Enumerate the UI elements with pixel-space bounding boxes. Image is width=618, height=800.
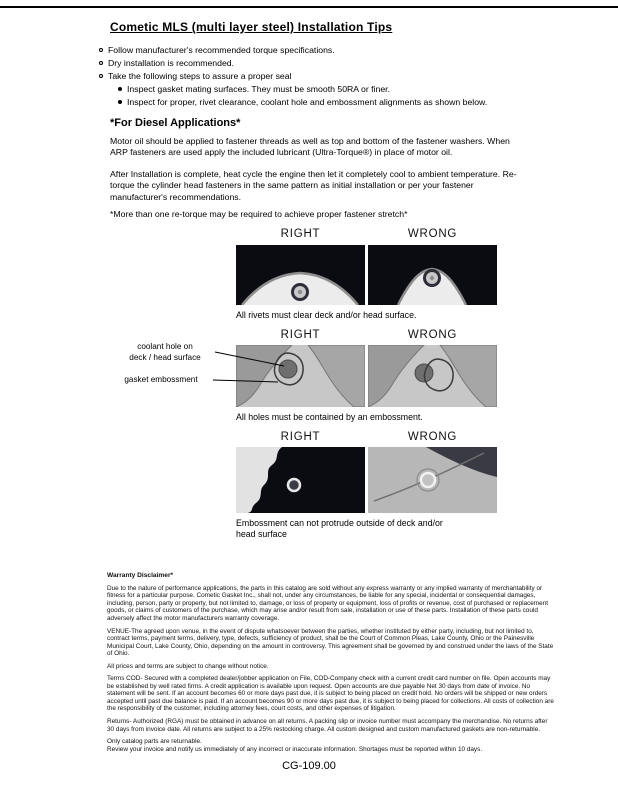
diesel-paragraph-2: After Installation is complete, heat cycle the engine then let it completely cool to ambient temperature. Re-torque the cylinder head fasteners in the same pattern as initial installation or per your fastener manufacturer's recommendations.: [110, 169, 517, 202]
right-header: RIGHT: [280, 228, 321, 240]
tip-text: Follow manufacturer's recommended torque specifications.: [108, 45, 335, 55]
tip-text: Inspect for proper, rivet clearance, coolant hole and embossment alignments as shown below.: [127, 96, 488, 107]
right-header: RIGHT: [280, 329, 321, 341]
warranty-paragraph: Returns- Authorized (RGA) must be obtained in advance on all returns. A packing slip or invoice number must accompany the merchandise. No returns after 30 days from invoice date. All returns are subject to a 25% restocking charge. All custom designed and custom manufactured gaskets are non-returnable.: [107, 717, 548, 733]
wrong-header: WRONG: [407, 228, 458, 240]
holes-caption: All holes must be contained by an embossment.: [236, 412, 423, 422]
tip-text: Dry installation is recommended.: [108, 57, 235, 68]
wrong-header: WRONG: [407, 329, 458, 341]
coolant-hole-circle: [279, 360, 297, 378]
list-item: [99, 45, 519, 55]
protrude-caption: Embossment can not protrude outside of deck and/or head surface: [236, 518, 443, 539]
bullet-icon: [118, 87, 122, 91]
embossment-circle: [288, 479, 300, 491]
diagram-section: [0, 226, 618, 548]
warranty-paragraph: All prices and terms are subject to change without notice.: [107, 662, 269, 670]
deck-edge-wrong-diagram: [368, 447, 497, 513]
diesel-applications-heading: *For Diesel Applications*: [110, 117, 241, 129]
list-item-sub: [118, 97, 519, 107]
embossment-right-diagram: [236, 345, 365, 407]
embossment-circle: [421, 473, 435, 487]
warranty-paragraph: Review your invoice and notify us immediately of any incorrect or inaccurate information. Shortages must be reported within 10 days.: [107, 745, 483, 753]
warranty-paragraph: Only catalog parts are returnable.: [107, 738, 202, 746]
warranty-paragraph: VENUE-The agreed upon venue, in the event of dispute whatsoever between the parties, whether instituted by either party, including, but not limited to, contract terms, payment terms, delivery, type, defects, sufficiency of product, shall be the Court of Common Pleas, Lake County, Ohio or the Painesville Municipal Court, Lake County, Ohio, depending on the amount in controversy. This agreement shall be governed by and construed under the laws of the State of Ohio.: [107, 627, 554, 658]
diesel-paragraph-1: Motor oil should be applied to fastener threads as well as top and bottom of the fastener washers. When ARP fasteners are used apply the included lubricant (Ultra-Torque®) in place of motor oil.: [110, 136, 510, 158]
wrong-header: WRONG: [407, 431, 458, 443]
warranty-paragraph: Due to the nature of performance applications, the parts in this catalog are sold without any express warranty or any implied warranty of merchantability or fitness for a particular purpose. Cometic Gasket Inc., shall not, under any circumstances, be liable for any special, incidental or consequential damages, including, person, party or property, but not limited to, damage, or loss of property or equipment, loss of profits or revenue, cost of purchased or replacement goods, or claims of customers of the purchase, which may arise and/or result from sale, installation or use of these parts. Installation of these parts could adversely affect the motor manufacturers warranty coverage.: [107, 584, 549, 622]
page-title: Cometic MLS (multi layer steel) Installation Tips: [110, 20, 393, 34]
warranty-heading: Warranty Disclaimer*: [107, 572, 174, 579]
rivet-caption: All rivets must clear deck and/or head surface.: [236, 310, 417, 320]
retorque-note: *More than one re-torque may be required to achieve proper fastener stretch*: [110, 209, 408, 219]
deck-edge-right-diagram: [236, 447, 365, 513]
open-bullet-icon: [99, 61, 103, 65]
list-item: [99, 58, 519, 68]
rivet-wrong-diagram: [368, 245, 497, 305]
coolant-hole-label: [116, 342, 214, 363]
embossment-wrong-diagram: [368, 345, 497, 407]
page-number: CG-109.00: [282, 760, 336, 772]
tip-text: Take the following steps to assure a proper seal: [108, 70, 292, 81]
rivet-right-diagram: [236, 245, 365, 305]
coolant-label-line2: deck / head surface: [129, 352, 201, 362]
coolant-label-line1: coolant hole on: [137, 342, 193, 351]
installation-tips-list: [99, 45, 519, 110]
open-bullet-icon: [99, 48, 103, 52]
warranty-disclaimer: [107, 572, 554, 753]
warranty-paragraph: Terms COD- Secured with a completed dealer/jobber application on File, COD-Company check with a current credit card number on file. Open accounts may be established by well rated firms. A credit application is available upon request. Open accounts are due payable Net 30 days from date of invoice. No statement will be sent. If an account becomes 60 or more days past due, it is subject to being placed on credit hold. No orders will be shipped or new orders accepted until past due balance is paid. If an account becomes 90 or more days past due, it is subject to being placed for collections. All costs of collection are the responsibility of the customer, including attorney fees, court costs, and other expenses of litigation.: [107, 675, 554, 713]
bullet-icon: [118, 100, 122, 104]
tip-text: Inspect gasket mating surfaces. They must be smooth 50RA or finer.: [127, 83, 391, 94]
open-bullet-icon: [99, 74, 103, 78]
right-header: RIGHT: [280, 431, 321, 443]
list-item: [99, 71, 519, 81]
top-rule: [0, 6, 618, 8]
list-item-sub: [118, 84, 519, 94]
gasket-embossment-label: gasket embossment: [124, 375, 198, 384]
